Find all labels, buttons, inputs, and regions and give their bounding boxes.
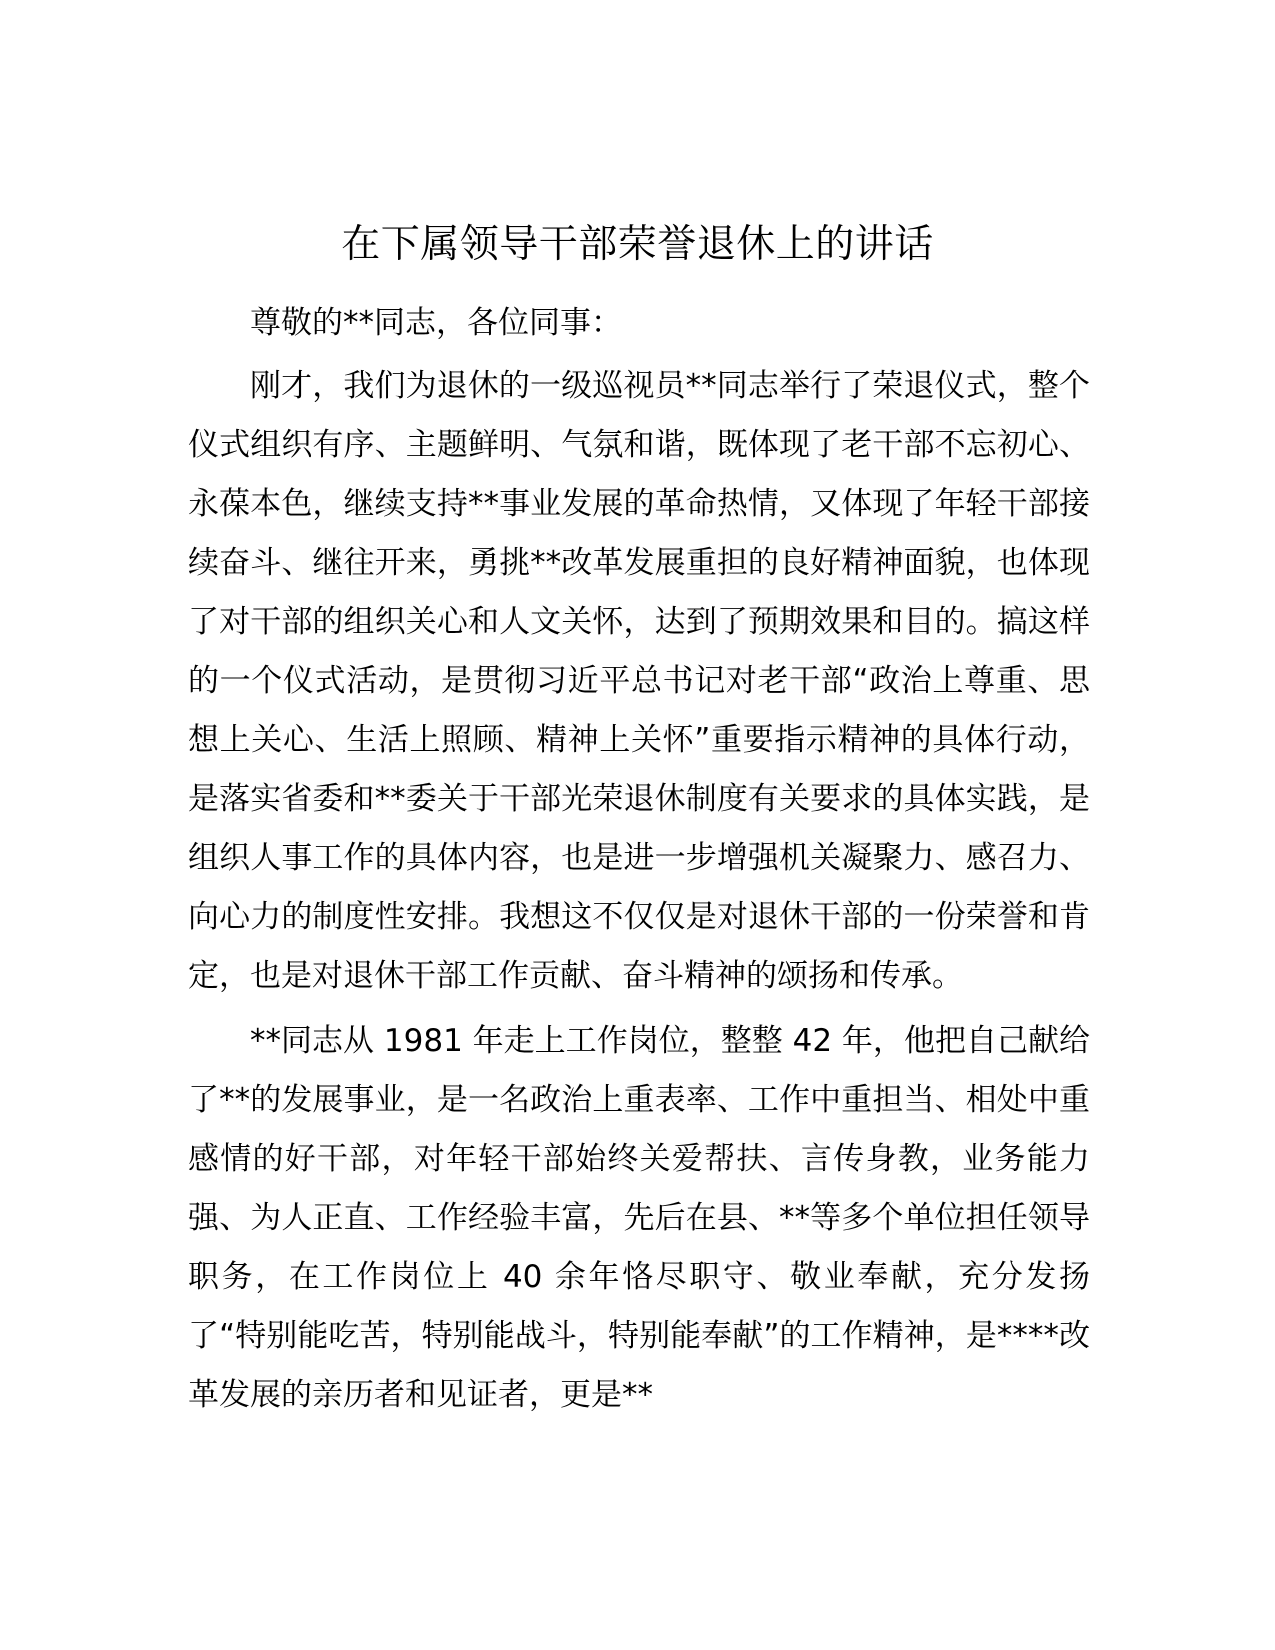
body-paragraph-1: 刚才，我们为退休的一级巡视员**同志举行了荣退仪式，整个仪式组织有序、主题鲜明、气氛和谐，既体现了老干部不忘初心、永葆本色，继续支持**事业发展的革命热情，又体现了年轻干部接续奋斗、继往开来，勇挑**改革发展重担的良好精神面貌，也体现了对干部的组织关心和人文关怀，达到了预期效果和目的。搞这样的一个仪式活动，是贯彻习近平总书记对老干部“政治上尊重、思想上关心、生活上照顾、精神上关怀”重要指示精神的具体行动，是落实省委和**委关于干部光荣退休制度有关要求的具体实践，是组织人事工作的具体内容，也是进一步增强机关凝聚力、感召力、向心力的制度性安排。我想这不仅仅是对退休干部的一份荣誉和肯定，也是对退休干部工作贡献、奋斗精神的颂扬和传承。 bbox=[188, 368, 1090, 994]
body-paragraph-2: **同志从 1981 年走上工作岗位，整整 42 年，他把自己献给了**的发展事业，是一名政治上重表率、工作中重担当、相处中重感情的好干部，对年轻干部始终关爱帮扶、言传身教，业务能力强、为人正直、工作经验丰富，先后在县、**等多个单位担任领导职务，在工作岗位上 40 余年恪尽职守、敬业奉献，充分发扬了“特别能吃苦，特别能战斗，特别能奉献”的工作精神，是****改革发展的亲历者和见证者，更是** bbox=[188, 1023, 1090, 1413]
greeting-paragraph: 尊敬的**同志，各位同事： bbox=[250, 305, 622, 341]
document-body bbox=[188, 294, 1090, 1425]
document-title: 在下属领导干部荣誉退休上的讲话 bbox=[341, 222, 934, 267]
